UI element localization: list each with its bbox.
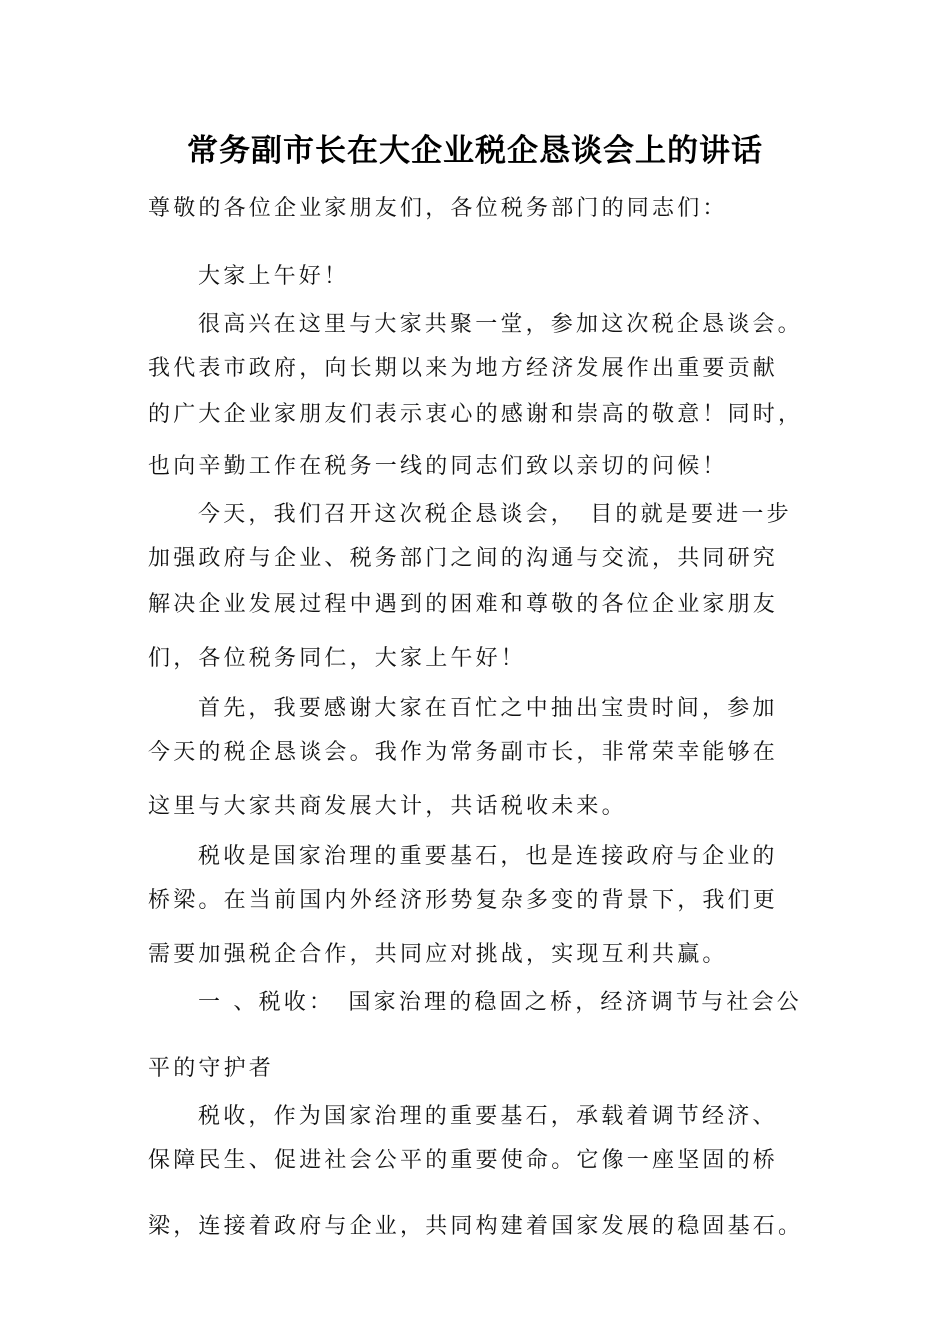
greeting-line: 大家上午好！ <box>198 264 350 289</box>
page-title: 常务副市长在大企业税企恳谈会上的讲话 <box>187 133 763 169</box>
section-heading: 一 、税收： 国家治理的稳固之桥，经济调节与社会公 <box>198 990 802 1015</box>
paragraph-line: 加强政府与企业、税务部门之间的沟通与交流，共同研究 <box>148 546 779 571</box>
paragraph-line: 需要加强税企合作，共同应对挑战，实现互利共赢。 <box>148 942 728 967</box>
paragraph-line: 很高兴在这里与大家共聚一堂，参加这次税企恳谈会。 <box>198 312 803 337</box>
paragraph-line: 的广大企业家朋友们表示衷心的感谢和崇高的敬意！同时， <box>148 402 804 427</box>
paragraph-line: 这里与大家共商发展大计，共话税收未来。 <box>148 794 627 819</box>
paragraph-line: 今天，我们召开这次税企恳谈会， 目的就是要进一步 <box>198 502 792 527</box>
paragraph-line: 保障民生、促进社会公平的重要使命。它像一座坚固的桥 <box>148 1148 779 1173</box>
salutation-line: 尊敬的各位企业家朋友们，各位税务部门的同志们： <box>148 196 728 221</box>
paragraph-line: 也向辛勤工作在税务一线的同志们致以亲切的问候！ <box>148 454 728 479</box>
paragraph-line: 我代表市政府，向长期以来为地方经济发展作出重要贡献 <box>148 356 779 381</box>
paragraph-line: 桥梁。在当前国内外经济形势复杂多变的背景下，我们更 <box>148 888 779 913</box>
paragraph-line: 们，各位税务同仁，大家上午好！ <box>148 646 527 671</box>
paragraph-line: 解决企业发展过程中遇到的困难和尊敬的各位企业家朋友 <box>148 592 779 617</box>
section-heading: 平的守护者 <box>148 1056 275 1081</box>
paragraph-line: 首先，我要感谢大家在百忙之中抽出宝贵时间，参加 <box>198 696 778 721</box>
paragraph-line: 梁，连接着政府与企业，共同构建着国家发展的稳固基石。 <box>148 1214 804 1239</box>
paragraph-line: 税收，作为国家治理的重要基石，承载着调节经济、 <box>198 1104 778 1129</box>
paragraph-line: 税收是国家治理的重要基石，也是连接政府与企业的 <box>198 844 778 869</box>
paragraph-line: 今天的税企恳谈会。我作为常务副市长，非常荣幸能够在 <box>148 740 779 765</box>
